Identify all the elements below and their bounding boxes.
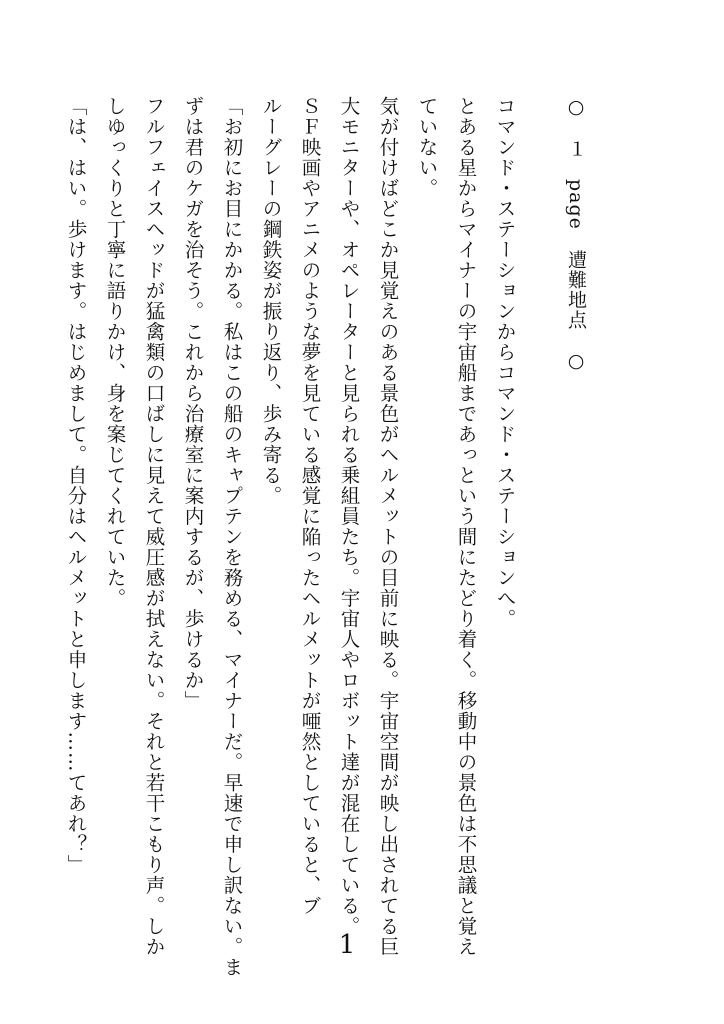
body-line-7: ルーグレーの鋼鉄姿が振り返り、歩み寄る。 [259,96,283,506]
body-line-11: しゆっくりと丁寧に語りかけ、身を案じてくれていた。 [103,96,127,609]
body-line-3: ていない。 [415,96,439,199]
body-line-1: コマンド・ステーションからコマンド・ステーションへ。 [493,96,517,629]
body-line-5: 大モニターや、オペレーターと見られる乗組員たち。宇宙人やロボット達が混在している。 [337,96,361,937]
body-line-12: 「は、はい。歩けます。はじめまして。自分はヘルメットと申します……てあれ？」 [64,96,88,875]
chapter-heading: ○ １ page 遭難地点 ○ [565,96,587,373]
body-line-10: フルフェイスヘッドが猛禽類の口ばしに見えて威圧感が拭えない。それと若干こもり声。しか [142,96,166,957]
body-line-8: 「お初にお目にかかる。私はこの船のキャプテンを務める、マイナーだ。早速で申し訳ない。ま [220,96,244,978]
body-line-6: ＳＦ映画やアニメのような夢を見ている感覚に陥ったヘルメットが唖然としていると、ブ [298,96,322,916]
body-line-4: 気が付けばどこか見覚えのある景色がヘルメットの目前に映る。宇宙空間が映し出されてる巨 [376,96,400,957]
body-line-9: ずは君のケガを治そう。これから治療室に案内するが、歩けるか」 [181,96,205,711]
page-number: 1 [338,930,356,960]
body-line-2: とある星からマイナーの宇宙船まであっという間にたどり着く。移動中の景色は不思議と覚え [454,96,478,957]
